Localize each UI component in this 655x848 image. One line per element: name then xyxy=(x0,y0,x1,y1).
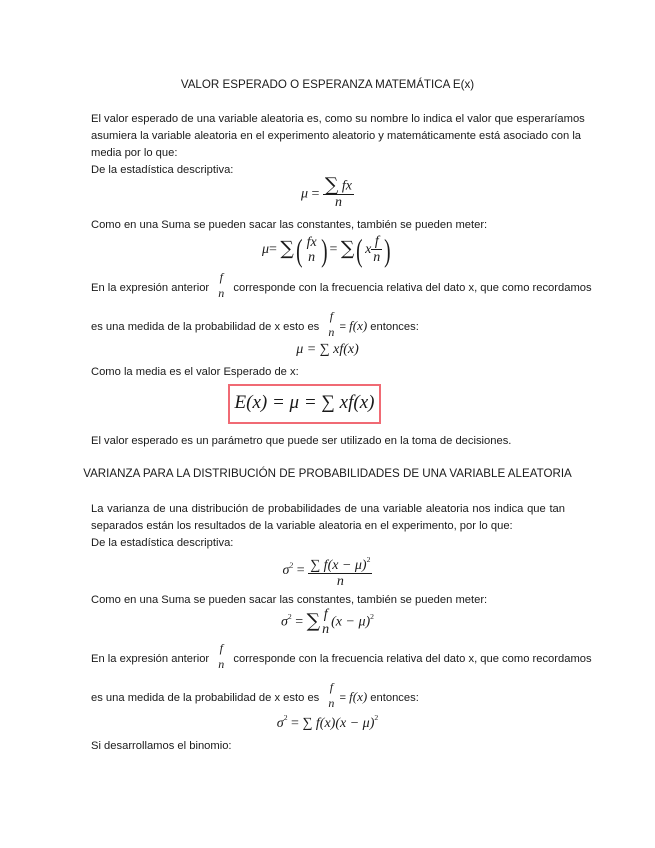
probability-text: es una medida de la probabilidad de x esto es f n = f(x) entonces: xyxy=(91,680,419,710)
relative-frequency-text: En la expresión anterior f n corresponde con la frecuencia relativa del dato x, que como recordamos xyxy=(91,641,592,671)
section-title-expected-value: VALOR ESPERADO O ESPERANZA MATEMÁTICA E(x) xyxy=(180,78,475,91)
probability-text: es una medida de la probabilidad de x esto es f n = f(x) entonces: xyxy=(91,309,419,339)
decision-text: El valor esperado es un parámetro que puede ser utilizado en la toma de decisiones. xyxy=(91,435,512,447)
relative-frequency-text: En la expresión anterior f n corresponde con la frecuencia relativa del dato x, que como recordamos xyxy=(91,270,592,300)
equation-mean-fx: μ = ∑ xf(x) xyxy=(296,342,359,357)
constants-text: Como en una Suma se pueden sacar las constantes, también se pueden meter: xyxy=(91,219,488,231)
paragraph-line: separados están los resultados de la variable aleatoria en el experimento, por lo que: xyxy=(91,520,513,532)
binomial-text: Si desarrollamos el binomio: xyxy=(91,740,232,752)
equation-mean-expanded: μ= ∑( fx n ) = ∑( x $\frac{f}{n}$ ) xyxy=(261,232,391,268)
equation-variance: $\sigma^2$ = $\frac{\sum f(x - \mu)^2}{n}$ xyxy=(0,552,655,590)
equation-expected-value: E(x) = μ = ∑ xf(x) xyxy=(234,392,375,413)
descriptive-label: De la estadística descriptiva: xyxy=(91,164,234,176)
expected-value-label: Como la media es el valor Esperado de x: xyxy=(91,366,299,378)
section-title-variance: VARIANZA PARA LA DISTRIBUCIÓN DE PROBABILIDADES DE UNA VARIABLE ALEATORIA xyxy=(83,467,572,480)
equation-mean: μ = $\frac{\sum fx}{n}$ xyxy=(300,174,353,210)
equation-variance-expanded: $\sigma^2$ = ∑ f n $(x - \mu)^2$ xyxy=(280,607,374,637)
constants-text: Como en una Suma se pueden sacar las constantes, también se pueden meter: xyxy=(91,594,488,606)
paragraph-line: La varianza de una distribución de probabilidades de una variable aleatoria nos indica que tan xyxy=(91,503,565,515)
paragraph-line: asumiera la variable aleatoria en el experimento aleatorio y matemáticamente está asociado con la xyxy=(91,130,582,142)
paragraph-line: media por lo que: xyxy=(91,147,178,159)
descriptive-label: De la estadística descriptiva: xyxy=(91,537,234,549)
equation-variance-fx: $\sigma^2$ = ∑ $f(x)(x - \mu)^2$ xyxy=(276,713,379,731)
highlighted-expected-value-box xyxy=(228,384,381,424)
paragraph-line: El valor esperado de una variable aleatoria es, como su nombre lo indica el valor que esperaríamos xyxy=(91,113,585,125)
